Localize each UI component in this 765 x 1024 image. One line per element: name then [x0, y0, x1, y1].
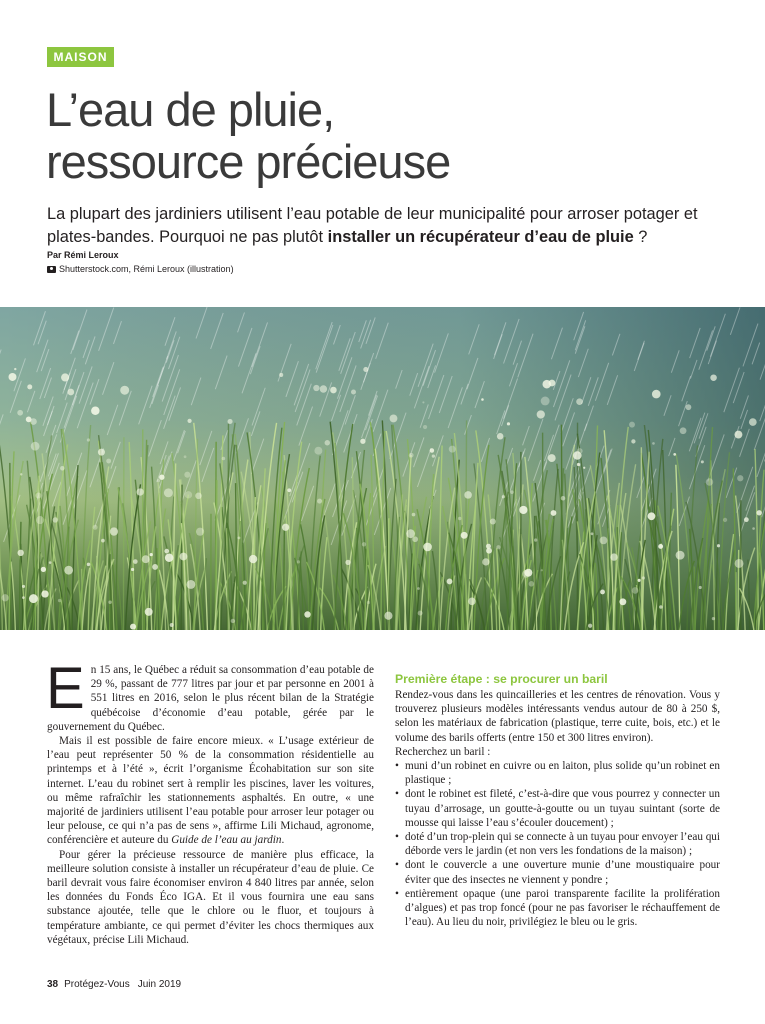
bokeh-droplet [17, 410, 23, 416]
criteria-list [395, 759, 720, 929]
bokeh-droplet [723, 518, 727, 522]
bokeh-droplet [548, 454, 556, 462]
bokeh-droplet [464, 491, 472, 499]
page-number: 38 [47, 979, 59, 990]
bokeh-droplet [91, 406, 100, 415]
bokeh-droplet [737, 475, 743, 481]
bokeh-droplet [49, 561, 52, 564]
bokeh-droplet [60, 466, 65, 471]
bokeh-droplet [422, 401, 424, 403]
subheading: Première étape : se procurer un baril [395, 672, 608, 686]
bokeh-droplet [36, 516, 44, 524]
bokeh-droplet [53, 517, 58, 522]
bokeh-droplet [561, 496, 566, 501]
bokeh-droplet [320, 385, 327, 392]
bokeh-droplet [142, 555, 150, 563]
bokeh-droplet [22, 585, 25, 588]
bokeh-droplet [287, 488, 291, 492]
bokeh-droplet [150, 553, 153, 556]
paragraph-5: Recherchez un baril : [395, 745, 491, 758]
bokeh-droplet [600, 536, 608, 544]
bokeh-droplet [468, 598, 476, 606]
bokeh-droplet [486, 544, 491, 549]
bokeh-droplet [22, 596, 25, 599]
bokeh-droplet [231, 619, 235, 623]
bokeh-droplet [108, 600, 111, 603]
bokeh-droplet [9, 373, 17, 381]
bokeh-droplet [638, 579, 641, 582]
bokeh-droplet [304, 611, 310, 617]
article-lede [47, 203, 727, 249]
grass-blade [694, 567, 695, 630]
bokeh-droplet [131, 568, 134, 571]
bokeh-droplet [184, 472, 190, 478]
bokeh-droplet [130, 624, 136, 630]
bokeh-droplet [164, 549, 169, 554]
list-item: • muni d’un robinet en cuivre ou en laiton, plus solide qu’un robinet en plastique ; [395, 759, 720, 787]
bokeh-droplet [35, 492, 41, 498]
list-item: • doté d’un trop-plein qui se connecte à un tuyau pour envoyer l’eau qui déborde vers le jardin (et non vers les fondations de la maison) ; [395, 830, 720, 858]
bokeh-droplet [412, 513, 416, 517]
bokeh-droplet [576, 398, 583, 405]
dropcap: E [46, 656, 85, 721]
issue-date: Juin 2019 [137, 979, 182, 990]
bokeh-droplet [1, 594, 8, 601]
bokeh-droplet [61, 373, 69, 381]
bokeh-droplet [524, 569, 532, 577]
bokeh-droplet [31, 442, 40, 451]
bokeh-droplet [195, 493, 202, 500]
bokeh-droplet [447, 579, 453, 585]
bokeh-droplet [632, 587, 639, 594]
page-footer [47, 979, 181, 990]
bokeh-droplet [534, 538, 537, 541]
bokeh-droplet [98, 449, 105, 456]
bokeh-droplet [362, 542, 366, 546]
bokeh-droplet [249, 555, 257, 563]
bokeh-droplet [165, 554, 173, 562]
bokeh-droplet [648, 512, 656, 520]
hero-photo-rain-grass [0, 307, 765, 630]
bokeh-droplet [680, 427, 687, 434]
bokeh-droplet [170, 623, 174, 627]
bokeh-droplet [180, 553, 188, 561]
bokeh-droplet [196, 528, 204, 536]
book-title: Guide de l’eau au jardin [171, 834, 282, 847]
bokeh-droplet [406, 529, 415, 538]
bokeh-droplet [93, 525, 98, 530]
right-column [395, 672, 720, 929]
byline: Par Rémi Leroux [47, 250, 119, 260]
bokeh-droplet [313, 385, 319, 391]
bokeh-droplet [423, 425, 427, 429]
bokeh-droplet [591, 532, 594, 535]
bokeh-droplet [367, 601, 370, 604]
lede-text: La plupart des jardiniers utilisent l’eau potable de leur municipalité pour arroser potager et plates-bandes. Pourquoi ne pas plutôt [47, 205, 698, 246]
grass-blade [535, 516, 536, 630]
lede-end: ? [633, 228, 648, 246]
bokeh-droplet [159, 474, 164, 479]
bokeh-droplet [110, 527, 118, 535]
bokeh-droplet [430, 448, 434, 452]
paragraph-1: n 15 ans, le Québec a réduit sa consommation d’eau potable de 29 %, passant de 777 litres par jour et par personne en 2001 à 551 litres en 2016, selon le plus récent bilan de la Stratégie québécoise d’économie d’eau potable, gérée par le gouvernement du Québec. [47, 664, 374, 733]
bokeh-droplet [699, 586, 702, 589]
grass-blade [35, 492, 36, 630]
bokeh-droplet [87, 563, 90, 566]
bokeh-droplet [384, 612, 392, 620]
bokeh-droplet [482, 558, 489, 565]
bokeh-droplet [652, 390, 661, 399]
bokeh-droplet [490, 518, 496, 524]
bokeh-droplet [423, 543, 432, 552]
bokeh-droplet [432, 454, 435, 457]
bokeh-droplet [64, 566, 73, 575]
bokeh-droplet [184, 455, 187, 458]
bokeh-droplet [701, 460, 704, 463]
bokeh-droplet [676, 551, 685, 560]
bokeh-droplet [363, 367, 368, 372]
bokeh-droplet [686, 404, 692, 410]
bokeh-droplet [417, 587, 420, 590]
bokeh-droplet [409, 453, 414, 458]
bokeh-droplet [360, 439, 365, 444]
bokeh-droplet [652, 442, 655, 445]
bokeh-droplet [549, 380, 556, 387]
bokeh-droplet [145, 608, 153, 616]
bokeh-droplet [673, 453, 676, 456]
grass-blade [284, 526, 285, 630]
bokeh-droplet [502, 495, 505, 498]
bokeh-droplet [136, 488, 143, 495]
bokeh-droplet [537, 410, 545, 418]
bokeh-droplet [461, 532, 468, 539]
paragraph-2-end: . [281, 834, 285, 847]
bokeh-droplet [735, 559, 744, 568]
bokeh-droplet [631, 439, 635, 443]
bokeh-droplet [573, 451, 582, 460]
bokeh-droplet [629, 422, 635, 428]
bokeh-droplet [734, 431, 742, 439]
bokeh-droplet [600, 590, 605, 595]
camera-icon [47, 266, 56, 273]
bokeh-droplet [418, 611, 423, 616]
bokeh-droplet [712, 617, 715, 620]
bokeh-droplet [706, 478, 713, 485]
bokeh-droplet [133, 559, 138, 564]
paragraph-2 [47, 734, 374, 848]
bokeh-droplet [325, 440, 330, 445]
bokeh-droplet [510, 490, 514, 494]
bokeh-droplet [619, 598, 626, 605]
bokeh-droplet [185, 491, 192, 498]
bokeh-droplet [87, 438, 90, 441]
bokeh-droplet [20, 473, 22, 475]
bokeh-droplet [282, 524, 289, 531]
bokeh-droplet [106, 459, 111, 464]
bokeh-droplet [238, 537, 241, 540]
bokeh-droplet [390, 415, 398, 423]
bokeh-droplet [351, 390, 356, 395]
bokeh-droplet [164, 488, 173, 497]
bokeh-droplet [317, 499, 322, 504]
bokeh-droplet [222, 457, 226, 461]
bokeh-droplet [658, 544, 663, 549]
bokeh-droplet [588, 624, 592, 628]
bokeh-droplet [330, 387, 337, 394]
bokeh-droplet [541, 569, 543, 571]
bokeh-droplet [749, 418, 757, 426]
bokeh-droplet [186, 580, 195, 589]
bokeh-droplet [659, 605, 663, 609]
bokeh-droplet [27, 384, 32, 389]
bokeh-droplet [101, 539, 105, 543]
bokeh-droplet [17, 550, 23, 556]
title-line-2: ressource précieuse [46, 135, 451, 188]
bokeh-droplet [519, 506, 527, 514]
paragraph-2-text: Mais il est possible de faire encore mieux. « L’usage extérieur de l’eau peut représenter 50 % de la consommation résidentielle au printemps et à l’été », écrit l’organisme Écohabitation sur son site internet. L’eau du robinet sert à remplir les piscines, laver les voitures, ou même rafraîchir les stationnements asphaltés. En outre, « une majorité de jardiniers utilisent l’eau potable pour arroser leur potager ou leur pelouse, ce qui n’a pas de sens », affirme Lili Michaud, agronome, conférencière et auteure du [47, 735, 374, 847]
bokeh-droplet [610, 553, 617, 560]
bokeh-droplet [541, 397, 550, 406]
section-tag: MAISON [47, 47, 114, 67]
bokeh-droplet [458, 517, 461, 520]
title-line-1: L’eau de pluie, [46, 83, 335, 136]
bokeh-droplet [26, 417, 32, 423]
bokeh-droplet [67, 389, 74, 396]
bokeh-droplet [481, 398, 484, 401]
photo-credit-text: Shutterstock.com, Rémi Leroux (illustration) [59, 264, 234, 274]
bokeh-droplet [14, 368, 16, 370]
bokeh-droplet [157, 479, 160, 482]
bokeh-droplet [752, 527, 755, 530]
left-column [46, 656, 374, 947]
bokeh-droplet [187, 419, 191, 423]
bokeh-droplet [297, 560, 300, 563]
bokeh-droplet [744, 517, 749, 522]
bokeh-droplet [41, 567, 46, 572]
bokeh-droplet [583, 467, 585, 469]
bokeh-droplet [449, 446, 456, 453]
lede-emphasis: installer un récupérateur d’eau de pluie [327, 228, 634, 246]
bokeh-droplet [279, 373, 283, 377]
bokeh-droplet [120, 386, 129, 395]
bokeh-droplet [29, 594, 38, 603]
bokeh-droplet [642, 576, 645, 579]
list-item: • entièrement opaque (une paroi transparente facilite la prolifération d’algues) et pas trop foncé (pour ne pas favoriser le réchauffement de l’eau). Au lieu du noir, privilégiez le bleu ou le gris. [395, 887, 720, 930]
magazine-name: Protégez-Vous [64, 979, 130, 990]
list-item: • dont le robinet est fileté, c’est-à-dire que vous pourrez y connecter un tuyau d’arrosage, un goutte-à-goutte ou un tuyau suintant (sorte de mousse qui laisse l’eau s’écouler doucement) ; [395, 787, 720, 830]
bokeh-droplet [507, 422, 510, 425]
grass-blade [228, 424, 229, 630]
bokeh-droplet [717, 544, 720, 547]
bokeh-droplet [529, 581, 535, 587]
paragraph-4: Rendez-vous dans les quincailleries et les centres de rénovation. Vous y trouverez plusieurs modèles intéressants vendus autour de 80 à 250 $, selon les matériaux de fabrication (plastique, terre cuite, bois, etc.) et le volume des barils offerts (entre 150 et 300 litres environ). [395, 689, 720, 744]
bokeh-droplet [152, 564, 158, 570]
list-item: • dont le couvercle a une ouverture munie d’une moustiquaire pour éviter que des insectes ne viennent y pondre ; [395, 858, 720, 886]
photo-credit [47, 264, 234, 274]
paragraph-3: Pour gérer la précieuse ressource de manière plus efficace, la meilleure solution consiste à installer un récupérateur d’eau de pluie. Ce baril devrait vous faire économiser environ 4 840 litres par année, selon les données du Fonds Éco IGA. Et il vous fournira une eau sans substance ajoutée, telle que le chlore ou le fluor, et toujours à température ambiante, ce qui permet d’éviter les chocs thermiques aux végétaux, précise Lili Michaud. [47, 848, 374, 946]
bokeh-droplet [314, 447, 322, 455]
bokeh-droplet [757, 510, 762, 515]
bokeh-droplet [41, 590, 48, 597]
bokeh-droplet [497, 433, 504, 440]
bokeh-droplet [710, 374, 717, 381]
bokeh-droplet [58, 599, 61, 602]
grass-blade [617, 527, 618, 630]
bokeh-droplet [551, 510, 557, 516]
bokeh-droplet [577, 463, 580, 466]
bokeh-droplet [345, 560, 350, 565]
article-title [46, 84, 726, 188]
bokeh-droplet [243, 581, 247, 585]
bokeh-droplet [496, 545, 500, 549]
bokeh-droplet [228, 419, 233, 424]
